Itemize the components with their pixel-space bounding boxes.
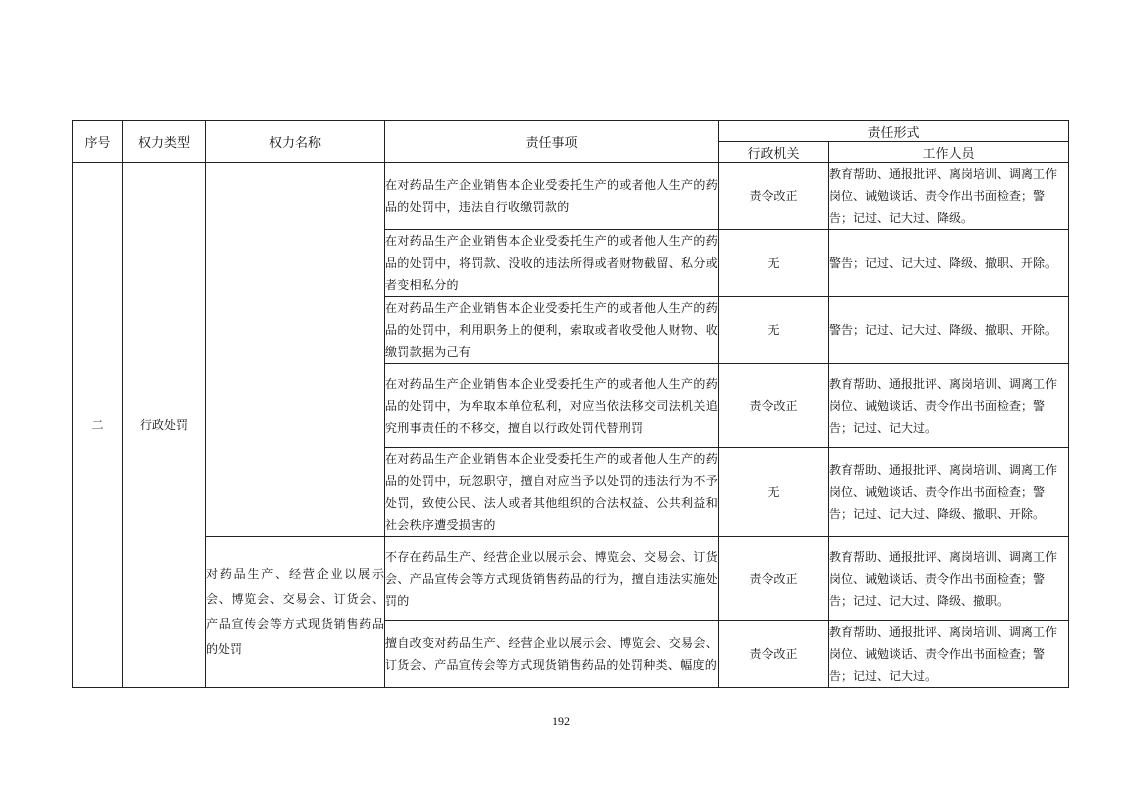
staff-cell: 教育帮助、通报批评、离岗培训、调离工作岗位、诫勉谈话、责令作出书面检查；警告；记过、记大过。: [829, 621, 1069, 688]
duty-cell: 在对药品生产企业销售本企业受委托生产的或者他人生产的药品的处罚中，违法自行收缴罚款的: [385, 163, 719, 230]
header-name: 权力名称: [206, 121, 385, 163]
duty-cell: 在对药品生产企业销售本企业受委托生产的或者他人生产的药品的处罚中，利用职务上的便利，索取或者收受他人财物、收缴罚款据为己有: [385, 297, 719, 364]
header-seq: 序号: [73, 121, 123, 163]
duty-cell: 不存在药品生产、经营企业以展示会、博览会、交易会、订货会、产品宣传会等方式现货销售药品的行为，擅自违法实施处罚的: [385, 537, 719, 621]
seq-cell: 二: [73, 163, 123, 688]
duty-cell: 在对药品生产企业销售本企业受委托生产的或者他人生产的药品的处罚中，玩忽职守，擅自对应当予以处罚的违法行为不予处罚，致使公民、法人或者其他组织的合法权益、公共利益和社会秩序遭受损害的: [385, 448, 719, 537]
table-row: [73, 537, 1069, 621]
power-type-cell: 行政处罚: [123, 163, 206, 688]
header-staff: 工作人员: [829, 142, 1069, 163]
table-row: [73, 163, 1069, 230]
org-cell: 无: [719, 230, 829, 297]
page-number: 192: [552, 714, 570, 728]
org-cell: 责令改正: [719, 163, 829, 230]
power-name-cell: [206, 163, 385, 537]
staff-cell: 教育帮助、通报批评、离岗培训、调离工作岗位、诫勉谈话、责令作出书面检查；警告；记过、记大过。: [829, 364, 1069, 448]
responsibility-table: [72, 120, 1069, 688]
header-org: 行政机关: [719, 142, 829, 163]
staff-cell: 教育帮助、通报批评、离岗培训、调离工作岗位、诫勉谈话、责令作出书面检查；警告；记过、记大过、降级。: [829, 163, 1069, 230]
org-cell: 无: [719, 448, 829, 537]
duty-cell: 擅自改变对药品生产、经营企业以展示会、博览会、交易会、订货会、产品宣传会等方式现货销售药品的处罚种类、幅度的: [385, 621, 719, 688]
org-cell: 无: [719, 297, 829, 364]
header-row-1: [73, 121, 1069, 142]
staff-cell: 教育帮助、通报批评、离岗培训、调离工作岗位、诫勉谈话、责令作出书面检查；警告；记过、记大过、降级、撤职。: [829, 537, 1069, 621]
header-form: 责任形式: [719, 121, 1069, 142]
power-name-cell: 对药品生产、经营企业以展示会、博览会、交易会、订货会、产品宣传会等方式现货销售药品的处罚: [206, 537, 385, 688]
org-cell: 责令改正: [719, 364, 829, 448]
header-type: 权力类型: [123, 121, 206, 163]
org-cell: 责令改正: [719, 621, 829, 688]
header-duty: 责任事项: [385, 121, 719, 163]
staff-cell: 警告；记过、记大过、降级、撤职、开除。: [829, 230, 1069, 297]
org-cell: 责令改正: [719, 537, 829, 621]
staff-cell: 警告；记过、记大过、降级、撤职、开除。: [829, 297, 1069, 364]
staff-cell: 教育帮助、通报批评、离岗培训、调离工作岗位、诫勉谈话、责令作出书面检查；警告；记过、记大过、降级、撤职、开除。: [829, 448, 1069, 537]
duty-cell: 在对药品生产企业销售本企业受委托生产的或者他人生产的药品的处罚中，将罚款、没收的违法所得或者财物截留、私分或者变相私分的: [385, 230, 719, 297]
duty-cell: 在对药品生产企业销售本企业受委托生产的或者他人生产的药品的处罚中，为牟取本单位私利，对应当依法移交司法机关追究刑事责任的不移交，擅自以行政处罚代替刑罚: [385, 364, 719, 448]
